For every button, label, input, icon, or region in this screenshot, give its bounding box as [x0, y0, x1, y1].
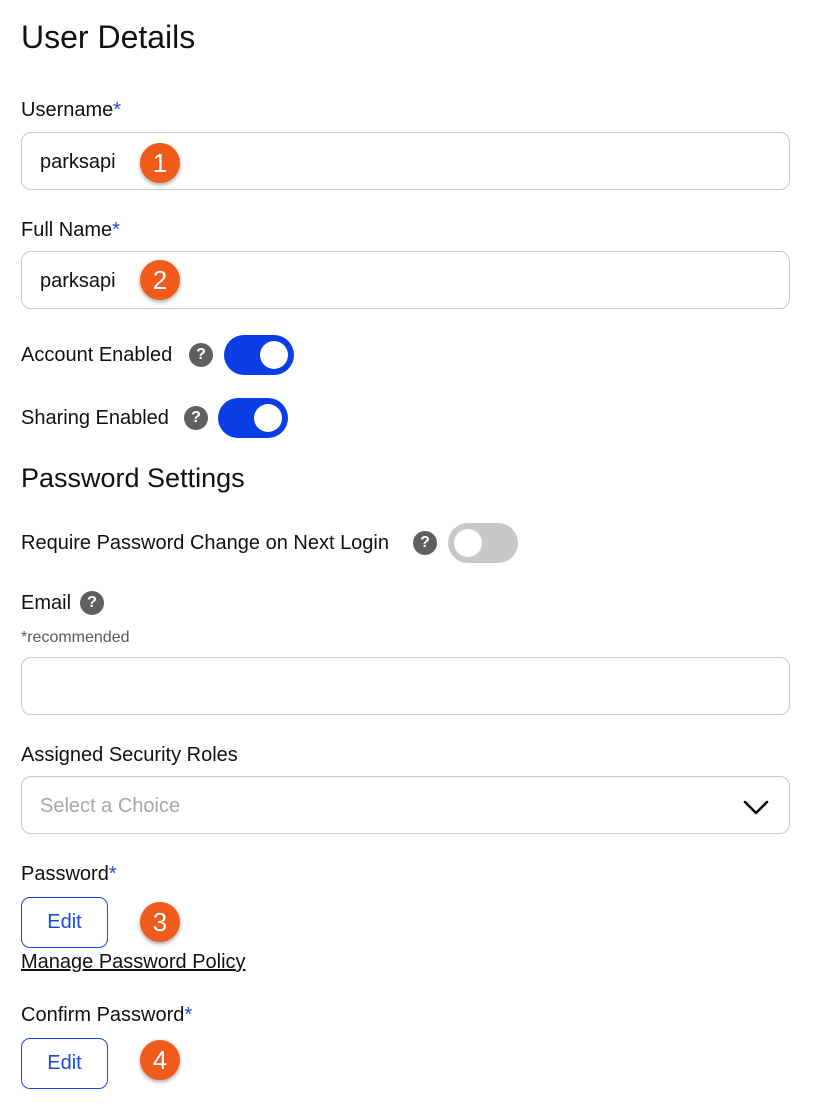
help-icon[interactable]: ?: [184, 406, 208, 430]
help-icon[interactable]: ?: [189, 343, 213, 367]
username-value[interactable]: parksapi: [40, 151, 116, 173]
security-roles-select[interactable]: [21, 776, 790, 834]
confirm-password-label-text: Confirm Password: [21, 1004, 185, 1026]
toggle-knob: [260, 341, 288, 369]
username-label-text: Username: [21, 99, 114, 121]
required-marker: *: [113, 99, 122, 121]
email-field[interactable]: [21, 657, 790, 715]
username-label: [21, 98, 121, 122]
username-field[interactable]: [21, 132, 790, 190]
required-marker: *: [112, 219, 120, 241]
security-roles-placeholder: Select a Choice: [40, 795, 181, 817]
annotation-badge-3: 3: [140, 902, 180, 942]
full-name-value[interactable]: parksapi: [40, 270, 116, 292]
email-hint: *recommended: [21, 629, 130, 646]
password-edit-button[interactable]: Edit: [21, 897, 108, 948]
required-marker: *: [184, 1004, 193, 1026]
annotation-badge-4: 4: [140, 1040, 180, 1080]
email-label: Email: [21, 592, 72, 614]
chevron-down-icon[interactable]: [743, 794, 769, 820]
required-marker: *: [108, 863, 117, 885]
confirm-password-label: [21, 1003, 192, 1027]
account-enabled-toggle[interactable]: [224, 335, 294, 375]
annotation-badge-1: 1: [140, 143, 180, 183]
require-password-change-label: Require Password Change on Next Login: [21, 532, 389, 554]
require-password-change-toggle[interactable]: [448, 523, 518, 563]
page-title: User Details: [21, 19, 196, 55]
full-name-label-text: Full Name: [21, 219, 113, 241]
security-roles-label: Assigned Security Roles: [21, 744, 238, 766]
account-enabled-label: Account Enabled: [21, 344, 173, 366]
password-label: [21, 862, 117, 886]
toggle-knob: [254, 404, 282, 432]
full-name-field[interactable]: [21, 251, 790, 309]
password-settings-heading: Password Settings: [21, 463, 245, 493]
sharing-enabled-label: Sharing Enabled: [21, 407, 169, 429]
help-icon[interactable]: ?: [413, 531, 437, 555]
sharing-enabled-toggle[interactable]: [218, 398, 288, 438]
annotation-badge-2: 2: [140, 260, 180, 300]
password-label-text: Password: [21, 863, 109, 885]
manage-password-policy-link[interactable]: Manage Password Policy: [21, 951, 246, 973]
help-icon[interactable]: ?: [80, 591, 104, 615]
full-name-label: [21, 218, 120, 242]
toggle-knob: [454, 529, 482, 557]
confirm-password-edit-button[interactable]: Edit: [21, 1038, 108, 1089]
